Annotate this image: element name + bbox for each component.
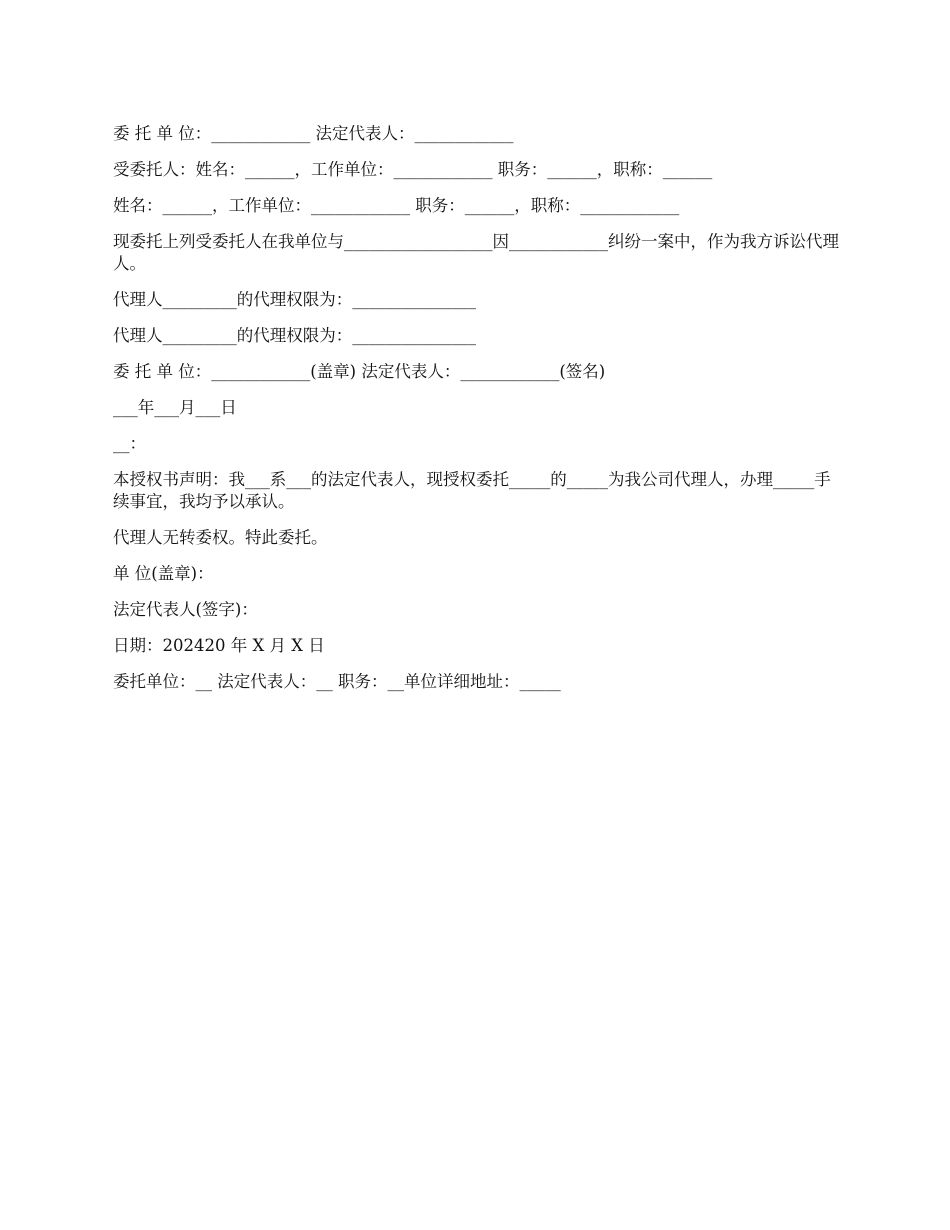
- document-body: [113, 123, 843, 707]
- agent-authority-line-1: 代理人_________的代理权限为：_______________: [113, 290, 476, 309]
- addressee-line: __：: [113, 434, 146, 453]
- unit-seal-signature-line: 委 托 单 位：____________(盖章) 法定代表人：____________(签名): [113, 362, 606, 381]
- agent-info-line-1: 受委托人：姓名：______，工作单位：____________ 职务：______，职称：______: [113, 160, 713, 179]
- authorization-declaration: 本授权书声明：我___系___的法定代表人，现授权委托_____的_____为我公司代理人，办理_____手续事宜，我均予以承认。: [113, 470, 831, 511]
- date-line: 日期：202420 年 X 月 X 日: [113, 636, 325, 655]
- agent-info-line-2: 姓名：______，工作单位：____________ 职务：______，职称：____________: [113, 196, 680, 215]
- entrustment-statement: 现委托上列受委托人在我单位与__________________因____________纠纷一案中，作为我方诉讼代理人。: [113, 232, 839, 273]
- agent-authority-line-2: 代理人_________的代理权限为：_______________: [113, 326, 476, 345]
- unit-seal-line: 单 位(盖章)：: [113, 564, 214, 583]
- entrusting-unit-line: 委 托 单 位：____________ 法定代表人：____________: [113, 124, 514, 143]
- unit-details-line: 委托单位：__ 法定代表人：__ 职务：__单位详细地址：_____: [113, 672, 561, 691]
- date-blank-line: ___年___月___日: [113, 398, 237, 417]
- no-sub-delegation-line: 代理人无转委权。特此委托。: [113, 528, 328, 547]
- legal-rep-signature-line: 法定代表人(签字)：: [113, 600, 258, 619]
